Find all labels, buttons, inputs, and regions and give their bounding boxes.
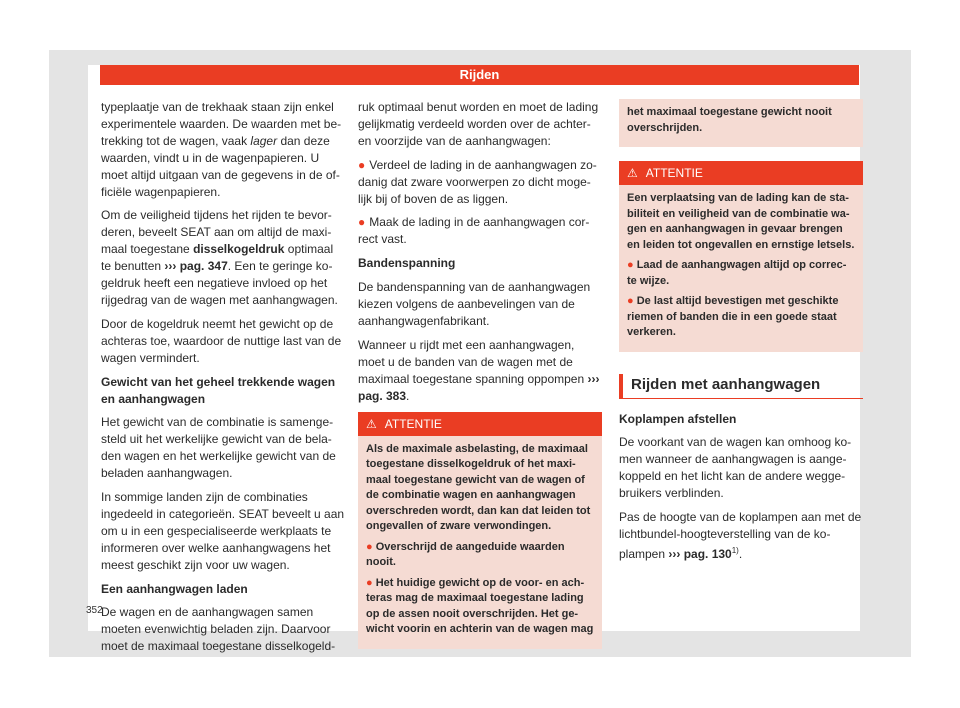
chapter-header: Rijden (100, 65, 859, 85)
warning-box (619, 161, 863, 352)
warning-body (619, 99, 863, 147)
list-item (366, 540, 594, 571)
subheading: Koplampen afstellen (619, 411, 737, 426)
bullet-dot-icon: ● (358, 215, 366, 230)
bullet-dot-icon: ● (366, 576, 376, 589)
paragraph: De wagen en de aanhangwagen samen moeten evenwichtig beladen zijn. Daarvoor moet de maximaal toegestane disselkogeld- (101, 605, 336, 654)
warning-header (619, 161, 863, 185)
list-item (358, 214, 602, 248)
text: Verdeel de lading in de aanhangwagen zo-danig dat zware voorwerpen zo dicht moge-lijk bij of boven de as liggen. (358, 157, 597, 206)
paragraph: ruk optimaal benut worden en moet de lading gelijkmatig verdeeld worden over de achter- en voorzijde van de aanhangwagen: (358, 100, 599, 148)
warning-title: ATTENTIE (384, 416, 442, 431)
warning-title: ATTENTIE (645, 166, 703, 180)
bullet-dot-icon: ● (358, 157, 366, 172)
page-reference-link[interactable]: ››› pag. 347 (164, 259, 228, 274)
subheading: Bandenspanning (358, 256, 456, 271)
subheading: Een aanhangwagen laden (101, 581, 248, 596)
paragraph: De voorkant van de wagen kan omhoog ko-men wanneer de aanhangwagen is aange-koppeld en het licht kan de andere wegge-bruikers verblinden. (619, 435, 852, 501)
column-1 (101, 99, 345, 662)
column-2 (358, 99, 602, 655)
text: . (406, 388, 410, 403)
subheading: Gewicht van het geheel trekkende wagen en aanhangwagen (101, 374, 336, 406)
text: dan deze waarden, vindt u in de wagenpapieren. U moet altijd uitgaan van de gegevens in de of-ficiële wagenpapieren. (101, 133, 340, 199)
paragraph: Een verplaatsing van de lading kan de sta-biliteit en veiligheid van de combinatie wa-gen en aanhangwagen in gevaar brengen en leiden tot ongevallen en ernstige letsels. (627, 192, 855, 251)
text: typeplaatje van de trekhaak staan zijn enkel experimentele waarden. De waarden met be-trekking tot de wagen, vaak (101, 100, 342, 148)
text-bold: disselkogeldruk (193, 242, 285, 257)
warning-triangle-icon: ⚠ (366, 416, 377, 431)
paragraph: Het gewicht van de combinatie is samenge-steld uit het werkelijke gewicht van de bela-den wagen en het werkelijke gewicht van de beladen aanhangwagen. (101, 415, 336, 481)
warning-header (358, 412, 602, 436)
section-title: Rijden met aanhangwagen (619, 374, 863, 399)
page-number: 352 (86, 605, 103, 616)
paragraph (101, 99, 345, 200)
warning-box (358, 412, 602, 649)
list-item (627, 258, 855, 289)
text: optimaal te benutten (101, 242, 334, 274)
page-reference-link[interactable]: ››› pag. 383 (358, 371, 600, 403)
text: Overschrijd de aangeduide waarden nooit. (366, 540, 565, 568)
paragraph: In sommige landen zijn de combinaties ingedeeld in categorieën. SEAT beveelt u aan om u in een gespecialiseerde werkplaats te informeren over welke aanhangwagens het meest geschikt zijn voor uw wagen. (101, 490, 345, 572)
text: Pas de hoogte van de koplampen aan met de lichtbundel-hoogteverstelling van de ko-plampen (619, 510, 862, 561)
bullet-dot-icon: ● (366, 540, 376, 553)
paragraph: het maximaal toegestane gewicht nooit overschrijden. (627, 106, 832, 134)
paragraph: De bandenspanning van de aanhangwagen kiezen volgens de aanbevelingen van de aanhangwagenfabrikant. (358, 280, 591, 328)
warning-body (619, 185, 863, 352)
warning-body (358, 436, 602, 649)
text: Maak de lading in de aanhangwagen cor-rect vast. (358, 215, 590, 247)
text: Laad de aanhangwagen altijd op correc-te wijze. (627, 259, 847, 287)
text: Om de veiligheid tijdens het rijden te bevor-deren, beveelt SEAT aan om altijd de maxi-maal toegestane (101, 208, 332, 257)
warning-box-continued (619, 99, 863, 147)
bullet-dot-icon: ● (627, 295, 637, 307)
text: Wanneer u rijdt met een aanhangwagen, moet u de banden van de wagen met de maximaal toegestane spanning oppompen (358, 337, 588, 386)
paragraph: Als de maximale asbelasting, de maximaal toegestane disselkogeldruk of het maxi-maal toegestane gewicht van de wagen of de combinatie wagen en aanhangwagen overschreden wordt, dan kan dat leiden tot ongevallen of zware verwondingen. (366, 442, 591, 532)
footnote-marker: 1) (731, 545, 739, 555)
text: . (738, 546, 743, 561)
bullet-dot-icon: ● (627, 259, 637, 271)
list-item (366, 576, 594, 638)
paragraph: Door de kogeldruk neemt het gewicht op de achteras toe, waardoor de nuttige last van de wagen vermindert. (101, 316, 342, 365)
text: De last altijd bevestigen met geschikte riemen of banden die in een goede staat verkeren. (627, 295, 839, 338)
warning-triangle-icon: ⚠ (627, 166, 638, 180)
text-italic: lager (250, 133, 278, 148)
list-item (358, 157, 602, 208)
column-3 (619, 99, 863, 570)
paragraph (619, 509, 863, 563)
paragraph (101, 207, 345, 308)
list-item (627, 294, 855, 341)
page-reference-link[interactable]: ››› pag. 130 (668, 546, 732, 561)
paragraph (358, 337, 602, 405)
text: Het huidige gewicht op de voor- en ach-teras mag de maximaal toegestane lading op de assen nooit overschrijden. Het ge-wicht voorin en achterin van de wagen mag (366, 576, 594, 635)
text: . Een te geringe ko-geldruk heeft een negatieve invloed op het rijgedrag van de wagen met aanhangwagen. (101, 259, 338, 307)
